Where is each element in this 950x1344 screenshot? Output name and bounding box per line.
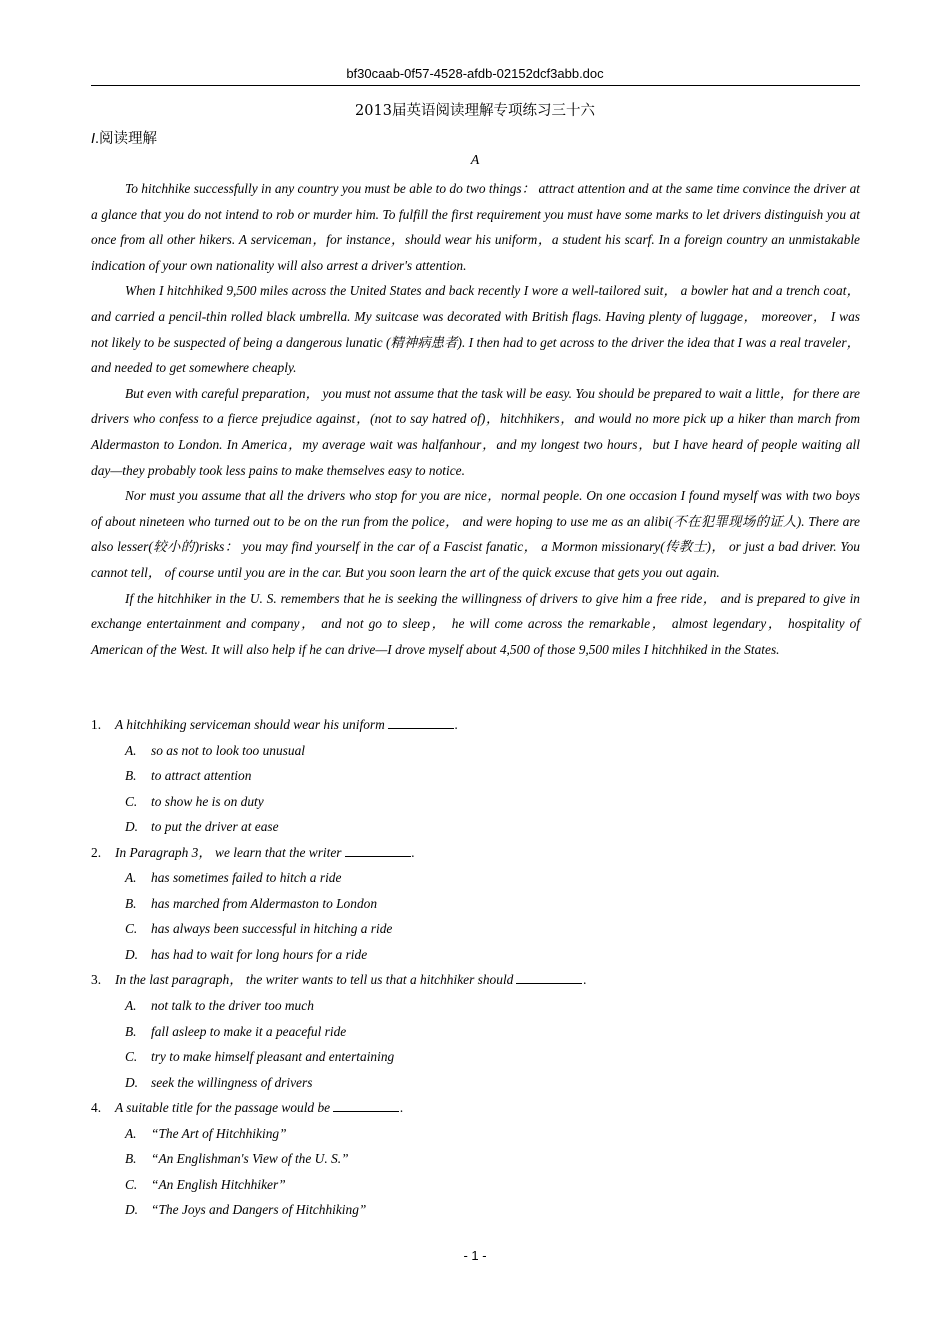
option-d <box>91 1197 860 1223</box>
option-text: not talk to the driver too much <box>151 998 314 1014</box>
option-letter: A. <box>125 870 137 886</box>
question-text: In the last paragraph， the writer wants to tell us that a hitchhiker should <box>115 972 514 988</box>
passage-paragraph-1: To hitchhike successfully in any country you must be able to do two things： attract attention and at the same time convince the driver at a glance that you do not intend to rob or murder him. To fulfill the first requirement you must have some marks to let drivers distinguish you at once from all other hikers. A serviceman，for instance，should wear his uniform，a student his scarf. In a foreign country an unmistakable indication of your own nationality will also arrest a driver's attention. <box>91 181 860 273</box>
option-c <box>91 1172 860 1198</box>
option-letter: A. <box>125 1125 137 1141</box>
option-letter: B. <box>125 1151 137 1167</box>
option-text: try to make himself pleasant and entertaining <box>151 1049 395 1065</box>
option-letter: C. <box>125 793 138 809</box>
option-text: “An English Hitchhiker” <box>151 1176 286 1192</box>
answer-blank <box>345 845 411 857</box>
option-d <box>91 942 860 968</box>
question-end-punct: . <box>583 972 587 988</box>
option-text: “The Joys and Dangers of Hitchhiking” <box>151 1202 367 1218</box>
passage-paragraph-2: When I hitchhiked 9,500 miles across the United States and back recently I wore a well-tailored suit， a bowler hat and a trench coat， and carried a pencil-thin rolled black umbrella. My suitcase was decorated with British flags. Having plenty of luggage， moreover， I was not likely to be suspected of being a dangerous lunatic (精神病患者). I then had to get across to the driver the idea that I was a real traveler， and needed to get somewhere cheaply. <box>91 283 860 376</box>
question-stem <box>91 840 860 866</box>
question-end-punct: . <box>400 1100 404 1116</box>
option-text: seek the willingness of drivers <box>151 1074 313 1090</box>
option-text: has marched from Aldermaston to London <box>151 895 378 911</box>
option-letter: B. <box>125 768 137 784</box>
header-divider <box>91 85 860 86</box>
answer-blank <box>333 1100 399 1112</box>
option-text: has had to wait for long hours for a ride <box>151 946 368 962</box>
question-text: A hitchhiking serviceman should wear his uniform <box>115 717 385 732</box>
option-b <box>91 1019 860 1045</box>
question-number: 2. <box>91 844 102 860</box>
question-number: 3. <box>91 972 102 988</box>
question-stem <box>91 1095 860 1121</box>
option-c <box>91 916 860 942</box>
question-number: 1. <box>91 717 102 732</box>
question-4 <box>91 1095 860 1223</box>
option-c <box>91 789 860 815</box>
option-letter: C. <box>125 921 138 937</box>
option-letter: A. <box>125 742 137 758</box>
option-a <box>91 738 860 764</box>
option-b <box>91 763 860 789</box>
option-a <box>91 993 860 1019</box>
question-number: 4. <box>91 1100 102 1116</box>
question-stem <box>91 967 860 993</box>
option-b <box>91 1146 860 1172</box>
option-letter: D. <box>125 1074 139 1090</box>
option-text: to put the driver at ease <box>151 819 279 835</box>
passage-letter: A <box>470 153 480 168</box>
option-letter: B. <box>125 1023 137 1039</box>
question-3 <box>91 967 860 1095</box>
option-text: to show he is on duty <box>151 793 264 809</box>
header-filename: bf30caab-0f57-4528-afdb-02152dcf3abb.doc <box>346 66 604 81</box>
option-letter: C. <box>125 1049 138 1065</box>
option-text: “The Art of Hitchhiking” <box>151 1125 287 1141</box>
option-text: has always been successful in hitching a ride <box>151 921 393 937</box>
question-list <box>91 712 860 1223</box>
question-1 <box>91 712 860 840</box>
option-text: has sometimes failed to hitch a ride <box>151 870 342 886</box>
question-stem <box>91 712 860 738</box>
option-b <box>91 891 860 917</box>
question-text: A suitable title for the passage would be <box>115 1100 331 1116</box>
passage-paragraph-5: If the hitchhiker in the U. S. remembers that he is seeking the willingness of drivers to give him a free ride， and is prepared to give in exchange entertainment and company， and not go to sleep， he will come across the remarkable， almost legendary， hospitality of American of the West. It will also help if he can drive—I drove myself about 4,500 of those 9,500 miles I hitchhiked in the States. <box>91 590 860 657</box>
passage-paragraph-4: Nor must you assume that all the drivers who stop for you are nice，normal people. On one occasion I found myself was with two boys of about nineteen who turned out to be on the run from the police， and were hoping to use me as an alibi(不在犯罪现场的证人). There are also lesser(较小的)risks： you may find yourself in the car of a Fascist fanatic， a Mormon missionary(传教士)， or just a bad driver. You cannot tell， of course until you are in the car. But you soon learn the art of the quick excuse that gets you out again. <box>91 488 860 580</box>
option-letter: A. <box>125 998 137 1014</box>
option-d <box>91 814 860 840</box>
question-end-punct: . <box>411 844 415 860</box>
option-letter: D. <box>125 1202 139 1218</box>
option-letter: D. <box>125 946 139 962</box>
section-roman-numeral: I <box>91 131 96 147</box>
option-letter: B. <box>125 895 137 911</box>
page-number: - 1 - <box>463 1248 487 1263</box>
section-heading <box>91 127 157 148</box>
section-label: .阅读理解 <box>95 131 158 147</box>
option-text: fall asleep to make it a peaceful ride <box>151 1023 347 1039</box>
option-a <box>91 865 860 891</box>
question-2 <box>91 840 860 968</box>
document-title: 2013届英语阅读理解专项练习三十六 <box>355 103 595 119</box>
question-text: In Paragraph 3， we learn that the writer <box>115 844 342 860</box>
answer-blank <box>516 972 582 984</box>
option-d <box>91 1070 860 1096</box>
option-text: to attract attention <box>151 768 252 784</box>
option-text: so as not to look too unusual <box>151 742 305 758</box>
option-text: “An Englishman's View of the U. S.” <box>151 1151 349 1167</box>
option-a <box>91 1121 860 1147</box>
option-letter: D. <box>125 819 139 835</box>
question-end-punct: . <box>454 717 459 732</box>
option-letter: C. <box>125 1176 138 1192</box>
reading-passage <box>91 176 860 662</box>
answer-blank <box>388 717 454 729</box>
option-c <box>91 1044 860 1070</box>
passage-paragraph-3: But even with careful preparation， you must not assume that the task will be easy. You should be prepared to wait a little，for there are drivers who confess to a fierce prejudice against，(not to say hatred of)，hitchhikers，and would no more pick up a hiker than march from Aldermaston to London. In America，my average wait was halfanhour，and my longest two hours，but I have heard of people waiting all day—they probably took less pains to make themselves easy to notice. <box>91 385 860 478</box>
